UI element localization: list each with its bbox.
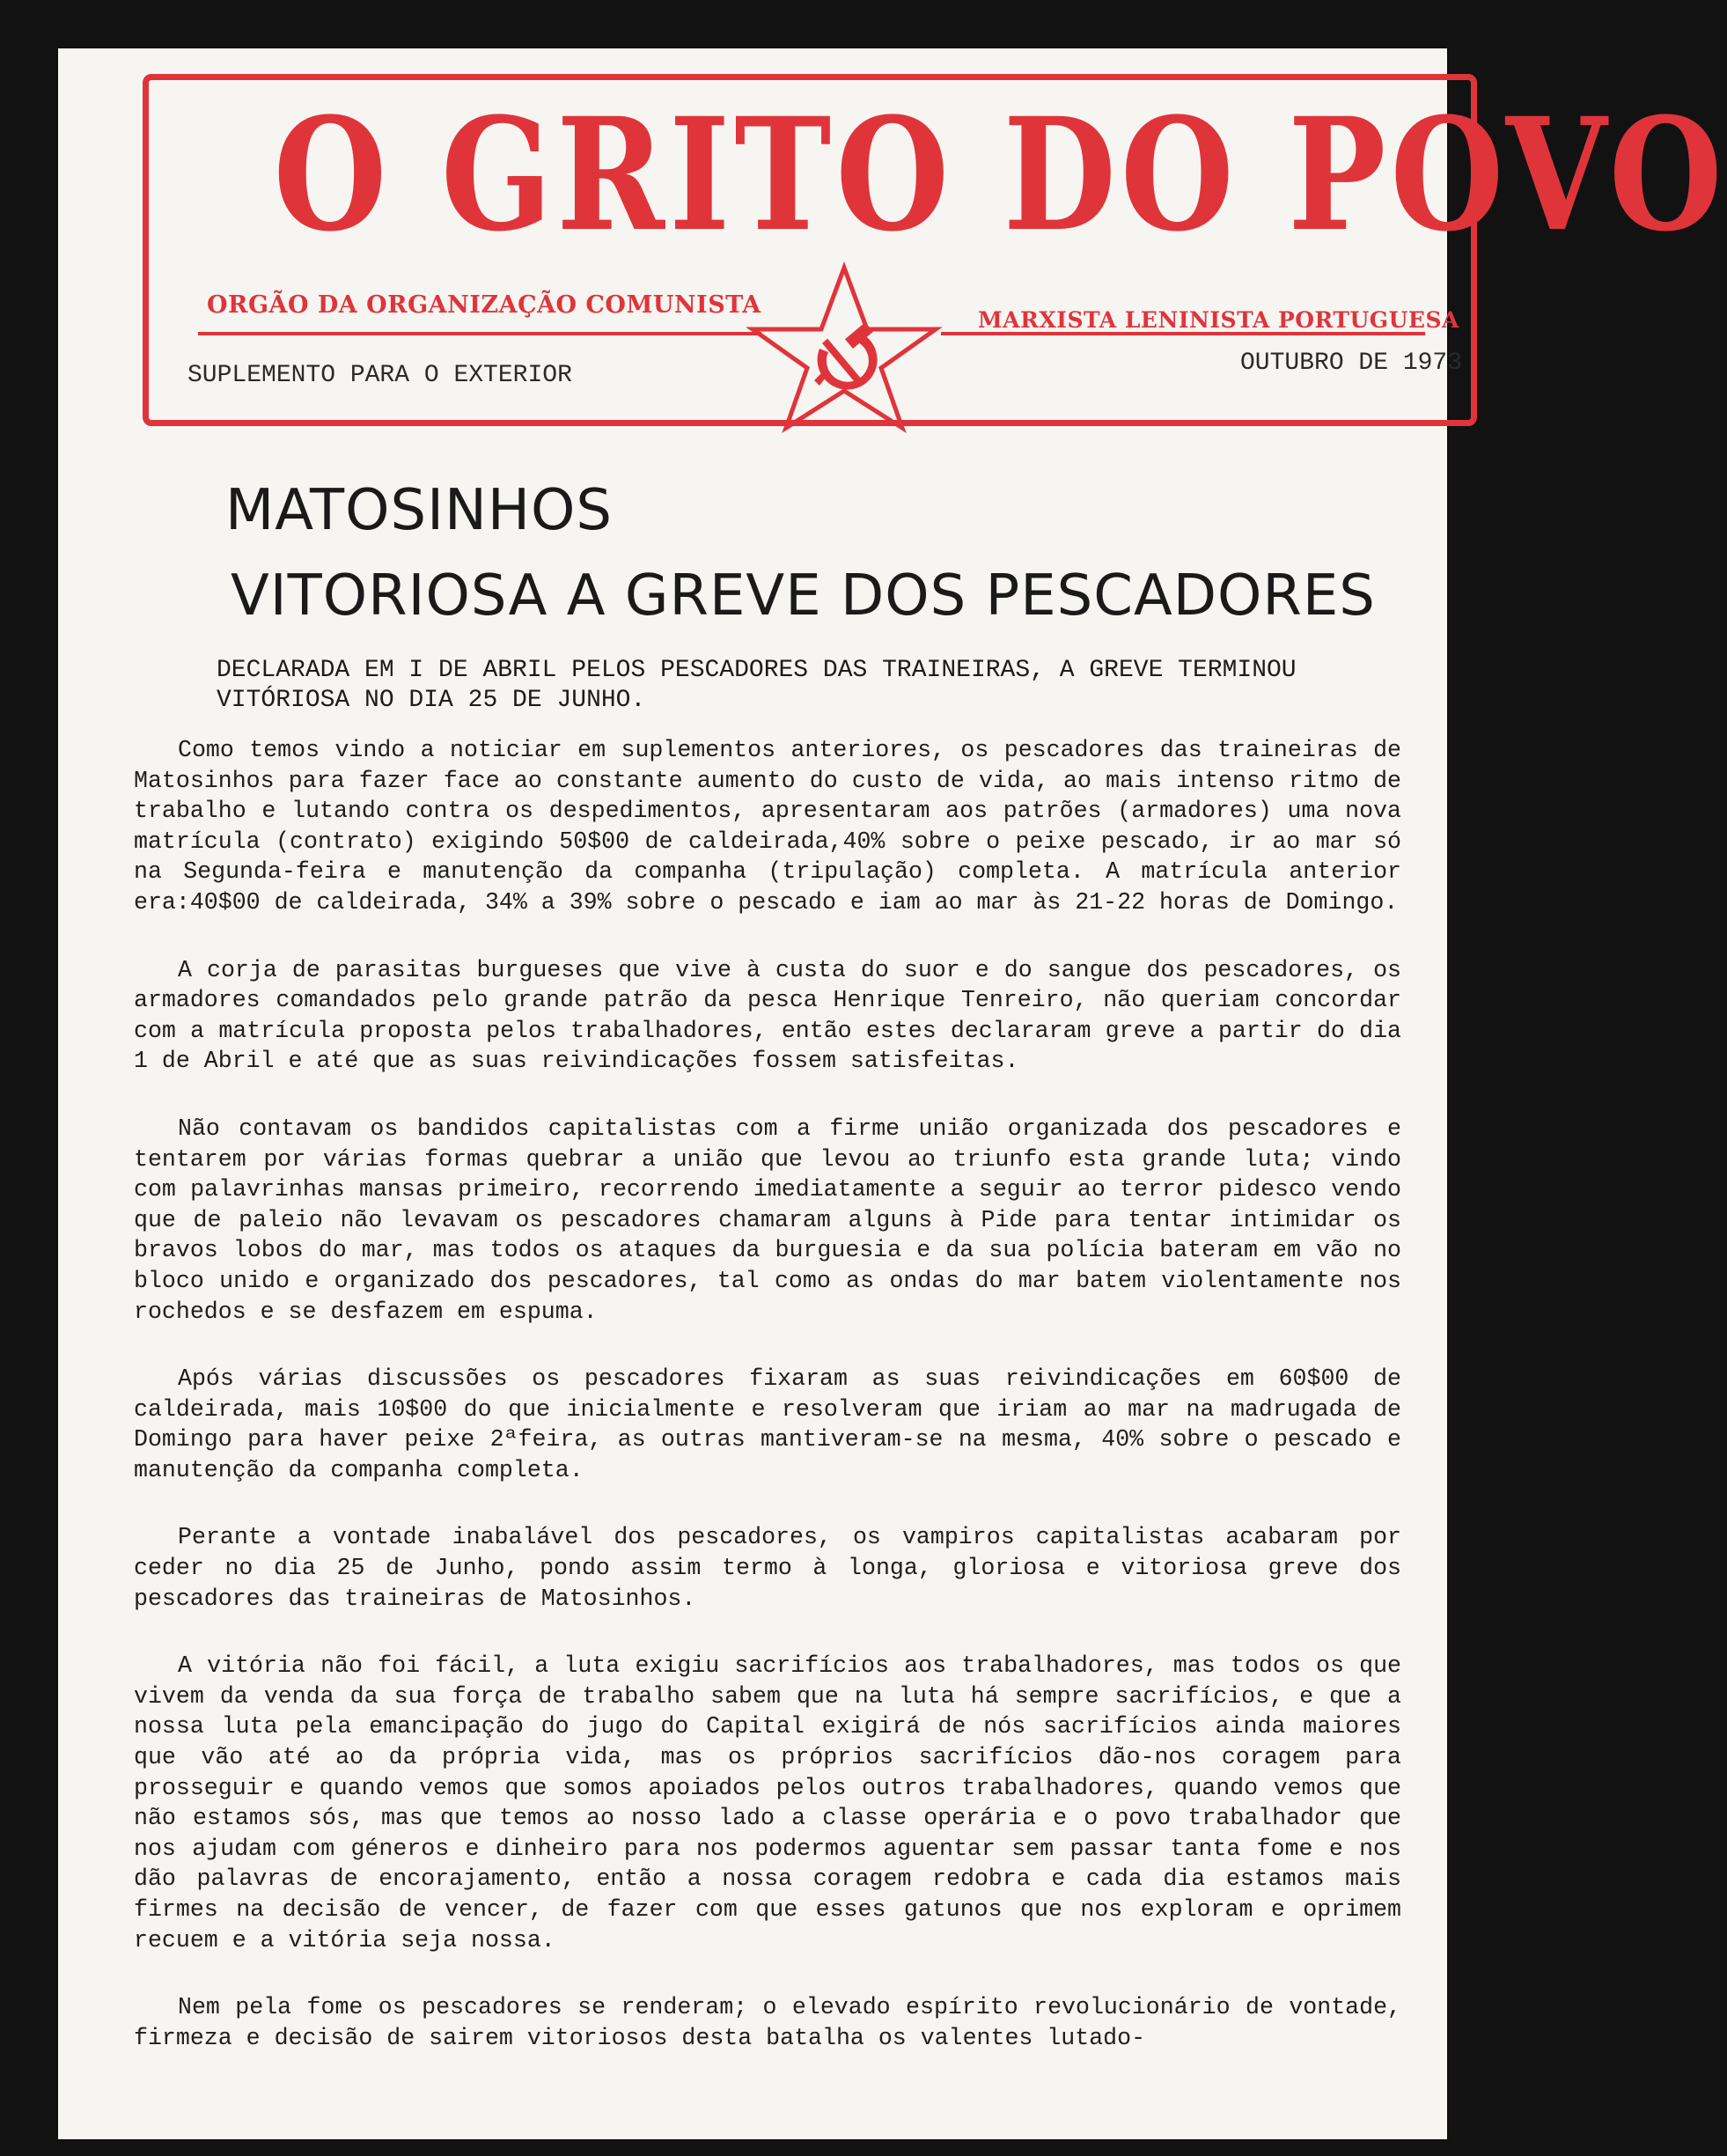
article-paragraph: Como temos vindo a noticiar em suplementos anteriores, os pescadores das traineiras de Matosinhos para fazer face ao constante aumento do custo de vida, ao mais intenso ritmo de trabalho e lutando contra os despedimentos, apresentaram aos patrões (armadores) uma nova matrícula (contrato) exigindo 50$00 de caldeirada,40% sobre o peixe pescado, ir ao mar só na Segunda-feira e manutenção da companha (tripulação) completa. A matrícula anterior era:40$00 de caldeirada, 34% a 39% sobre o pescado e iam ao mar às 21-22 horas de Domingo. (134, 737, 1401, 916)
article-paragraph: Não contavam os bandidos capitalistas com a firme união organizada dos pescadores e tentarem por várias formas quebrar a união que levou ao triunfo esta grande luta; vindo com palavrinhas mansas primeiro, recorrendo imediatamente a seguir ao terror pidesco vendo que de paleio não levavam os pescadores chamaram alguns à Pide para tentar intimidar os bravos lobos do mar, mas todos os ataques da burguesia e da sua polícia bateram em vão no bloco unido e organizado dos pescadores, tal como as ondas do mar batem violentamente nos rochedos e se desfazem em espuma. (134, 1115, 1401, 1325)
masthead-rule-left (198, 332, 761, 335)
supplement-label: SUPLEMENTO PARA O EXTERIOR (187, 362, 572, 389)
organization-name-right: MARXISTA LENINISTA PORTUGUESA (978, 307, 1459, 333)
article-paragraph: A corja de parasitas burgueses que vive à custa do suor e do sangue dos pescadores, os armadores comandados pelo grande patrão da pesca Henrique Tenreiro, não queriam concordar com a matrícula proposta pelos trabalhadores, então estes declararam greve a partir do dia 1 de Abril e até que as suas reivindicações fossem satisfeitas. (134, 956, 1401, 1075)
star-hammer-sickle-icon (721, 261, 967, 432)
article-lede: DECLARADA EM I DE ABRIL PELOS PESCADORES DAS TRAINEIRAS, A GREVE TERMINOU VITÓRIOSA NO DIA 25 DE JUNHO. (217, 657, 1297, 714)
article-paragraph: Nem pela fome os pescadores se renderam; o elevado espírito revolucionário de vontade, firmeza e decisão de sairem vitoriosos desta batalha os valentes lutado- (134, 1994, 1401, 2051)
article-headline: VITORIOSA A GREVE DOS PESCADORES (231, 563, 1376, 629)
article-paragraph: Após várias discussões os pescadores fixaram as suas reivindicações em 60$00 de caldeirada, mais 10$00 do que inicialmente e resolveram que iriam ao mar na madrugada de Domingo para haver peixe 2ªfeira, as outras mantiveram-se na mesma, 40% sobre o pescado e manutenção da companha completa. (134, 1365, 1401, 1483)
organization-name-left: ORGÃO DA ORGANIZAÇÃO COMUNISTA (207, 291, 761, 319)
masthead (143, 74, 1727, 426)
issue-date: OUTUBRO DE 1973 (1240, 350, 1463, 377)
article-paragraph: A vitória não foi fácil, a luta exigiu sacrifícios aos trabalhadores, mas todos os que vivem da venda da sua força de trabalho sabem que na luta há sempre sacrifícios, e que a nossa luta pela emancipação do jugo do Capital exigirá de nós sacrifícios ainda maiores que vão até ao da própria vida, mas os próprios sacrifícios dão-nos coragem para prosseguir e quando vemos que somos apoiados pelos outros trabalhadores, quando vemos que não estamos sós, mas que temos ao nosso lado a classe operária e o povo trabalhador que nos ajudam com géneros e dinheiro para nos podermos aguentar sem passar tanta fome e nos dão palavras de encorajamento, então a nossa coragem redobra e cada dia estamos mais firmes na decisão de vencer, de fazer com que esses gatunos que nos exploram e oprimem recuem e a vitória seja nossa. (134, 1652, 1401, 1954)
article-place: MATOSINHOS (225, 478, 613, 543)
masthead-title: O GRITO DO POVO (273, 84, 1727, 266)
document-page (58, 48, 1727, 2139)
article-body (134, 735, 1401, 2053)
article-paragraph: Perante a vontade inabalável dos pescadores, os vampiros capitalistas acabaram por ceder no dia 25 de Junho, pondo assim termo à longa, gloriosa e vitoriosa greve dos pescadores das traineiras de Matosinhos. (134, 1524, 1401, 1612)
